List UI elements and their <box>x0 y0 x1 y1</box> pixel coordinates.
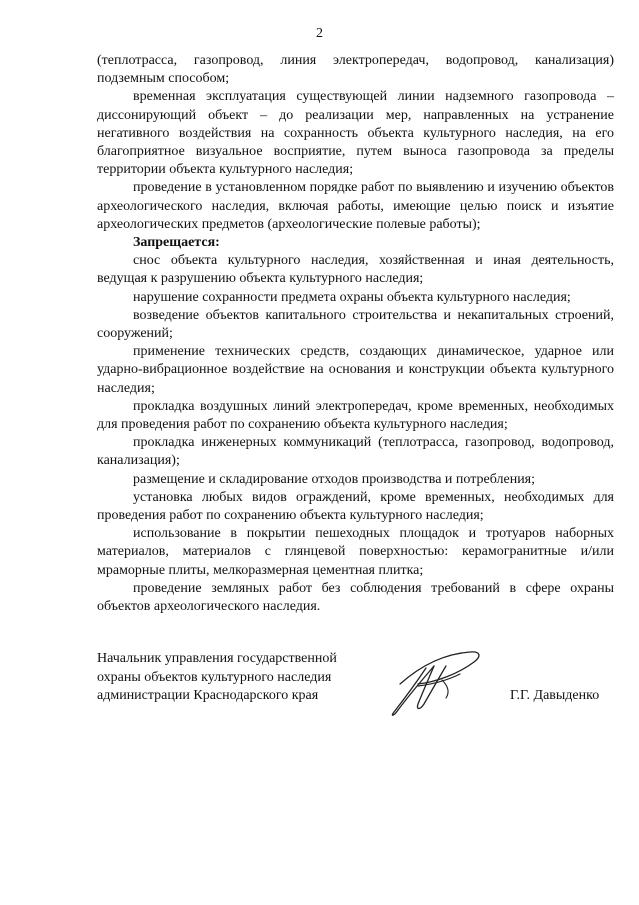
paragraph: нарушение сохранности предмета охраны объекта культурного наследия; <box>133 289 571 305</box>
paragraph: установка любых видов ограждений, кроме временных, необходимых для проведения работ по сохранению объекта культурного наследия; <box>97 489 614 524</box>
signatory-title-line: Начальник управления государственной <box>97 651 337 666</box>
paragraph: снос объекта культурного наследия, хозяйственная и иная деятельность, ведущая к разрушению объекта культурного наследия; <box>97 253 614 287</box>
paragraph: проведение земляных работ без соблюдения требований в сфере охраны объектов археологического наследия. <box>97 580 614 615</box>
signatory-title-line: администрации Краснодарского края <box>97 688 319 704</box>
section-heading: Запрещается: <box>133 235 220 251</box>
signatory-name: Г.Г. Давыденко <box>510 688 600 703</box>
signatory-title-line: охраны объектов культурного наследия <box>97 669 332 685</box>
paragraph: проведение в установленном порядке работ по выявлению и изучению объектов археологического наследия, включая работы, имеющие целью поиск и изъятие археологических предметов (археологические полевые работы); <box>97 180 614 232</box>
paragraph: временная эксплуатация существующей линии надземного газопровода – диссонирующий объект – до реализации мер, направленных на устранение негативного воздействия на сохранность объекта культурного наследия, на его благоприятное визуальное восприятие, путем выноса газопровода за пределы территории объекта культурного наследия; <box>97 89 614 178</box>
paragraph: размещение и складирование отходов производства и потребления; <box>133 471 536 487</box>
paragraph: возведение объектов капитального строительства и некапитальных строений, сооружений; <box>97 307 614 342</box>
paragraph: применение технических средств, создающих динамическое, ударное или ударно-вибрационное воздействие на основания и конструкции объекта культурного наследия; <box>97 344 614 396</box>
paragraph: использование в покрытии пешеходных площадок и тротуаров наборных материалов, материалов с глянцевой поверхностью: керамогранитные и/или мраморные плиты, мелкоразмерная цементная плитка; <box>97 526 614 578</box>
paragraph: прокладка воздушных линий электропередач, кроме временных, необходимых для проведения работ по сохранению объекта культурного наследия; <box>97 398 614 433</box>
paragraph: (теплотрасса, газопровод, линия электропередач, водопровод, канализация) подземным способом; <box>97 53 614 87</box>
handwritten-signature-icon <box>378 640 488 720</box>
document-body <box>97 52 614 616</box>
page-number: 2 <box>316 26 323 41</box>
paragraph: прокладка инженерных коммуникаций (теплотрасса, газопровод, водопровод, канализация); <box>97 435 614 469</box>
signatory-title <box>97 650 367 706</box>
